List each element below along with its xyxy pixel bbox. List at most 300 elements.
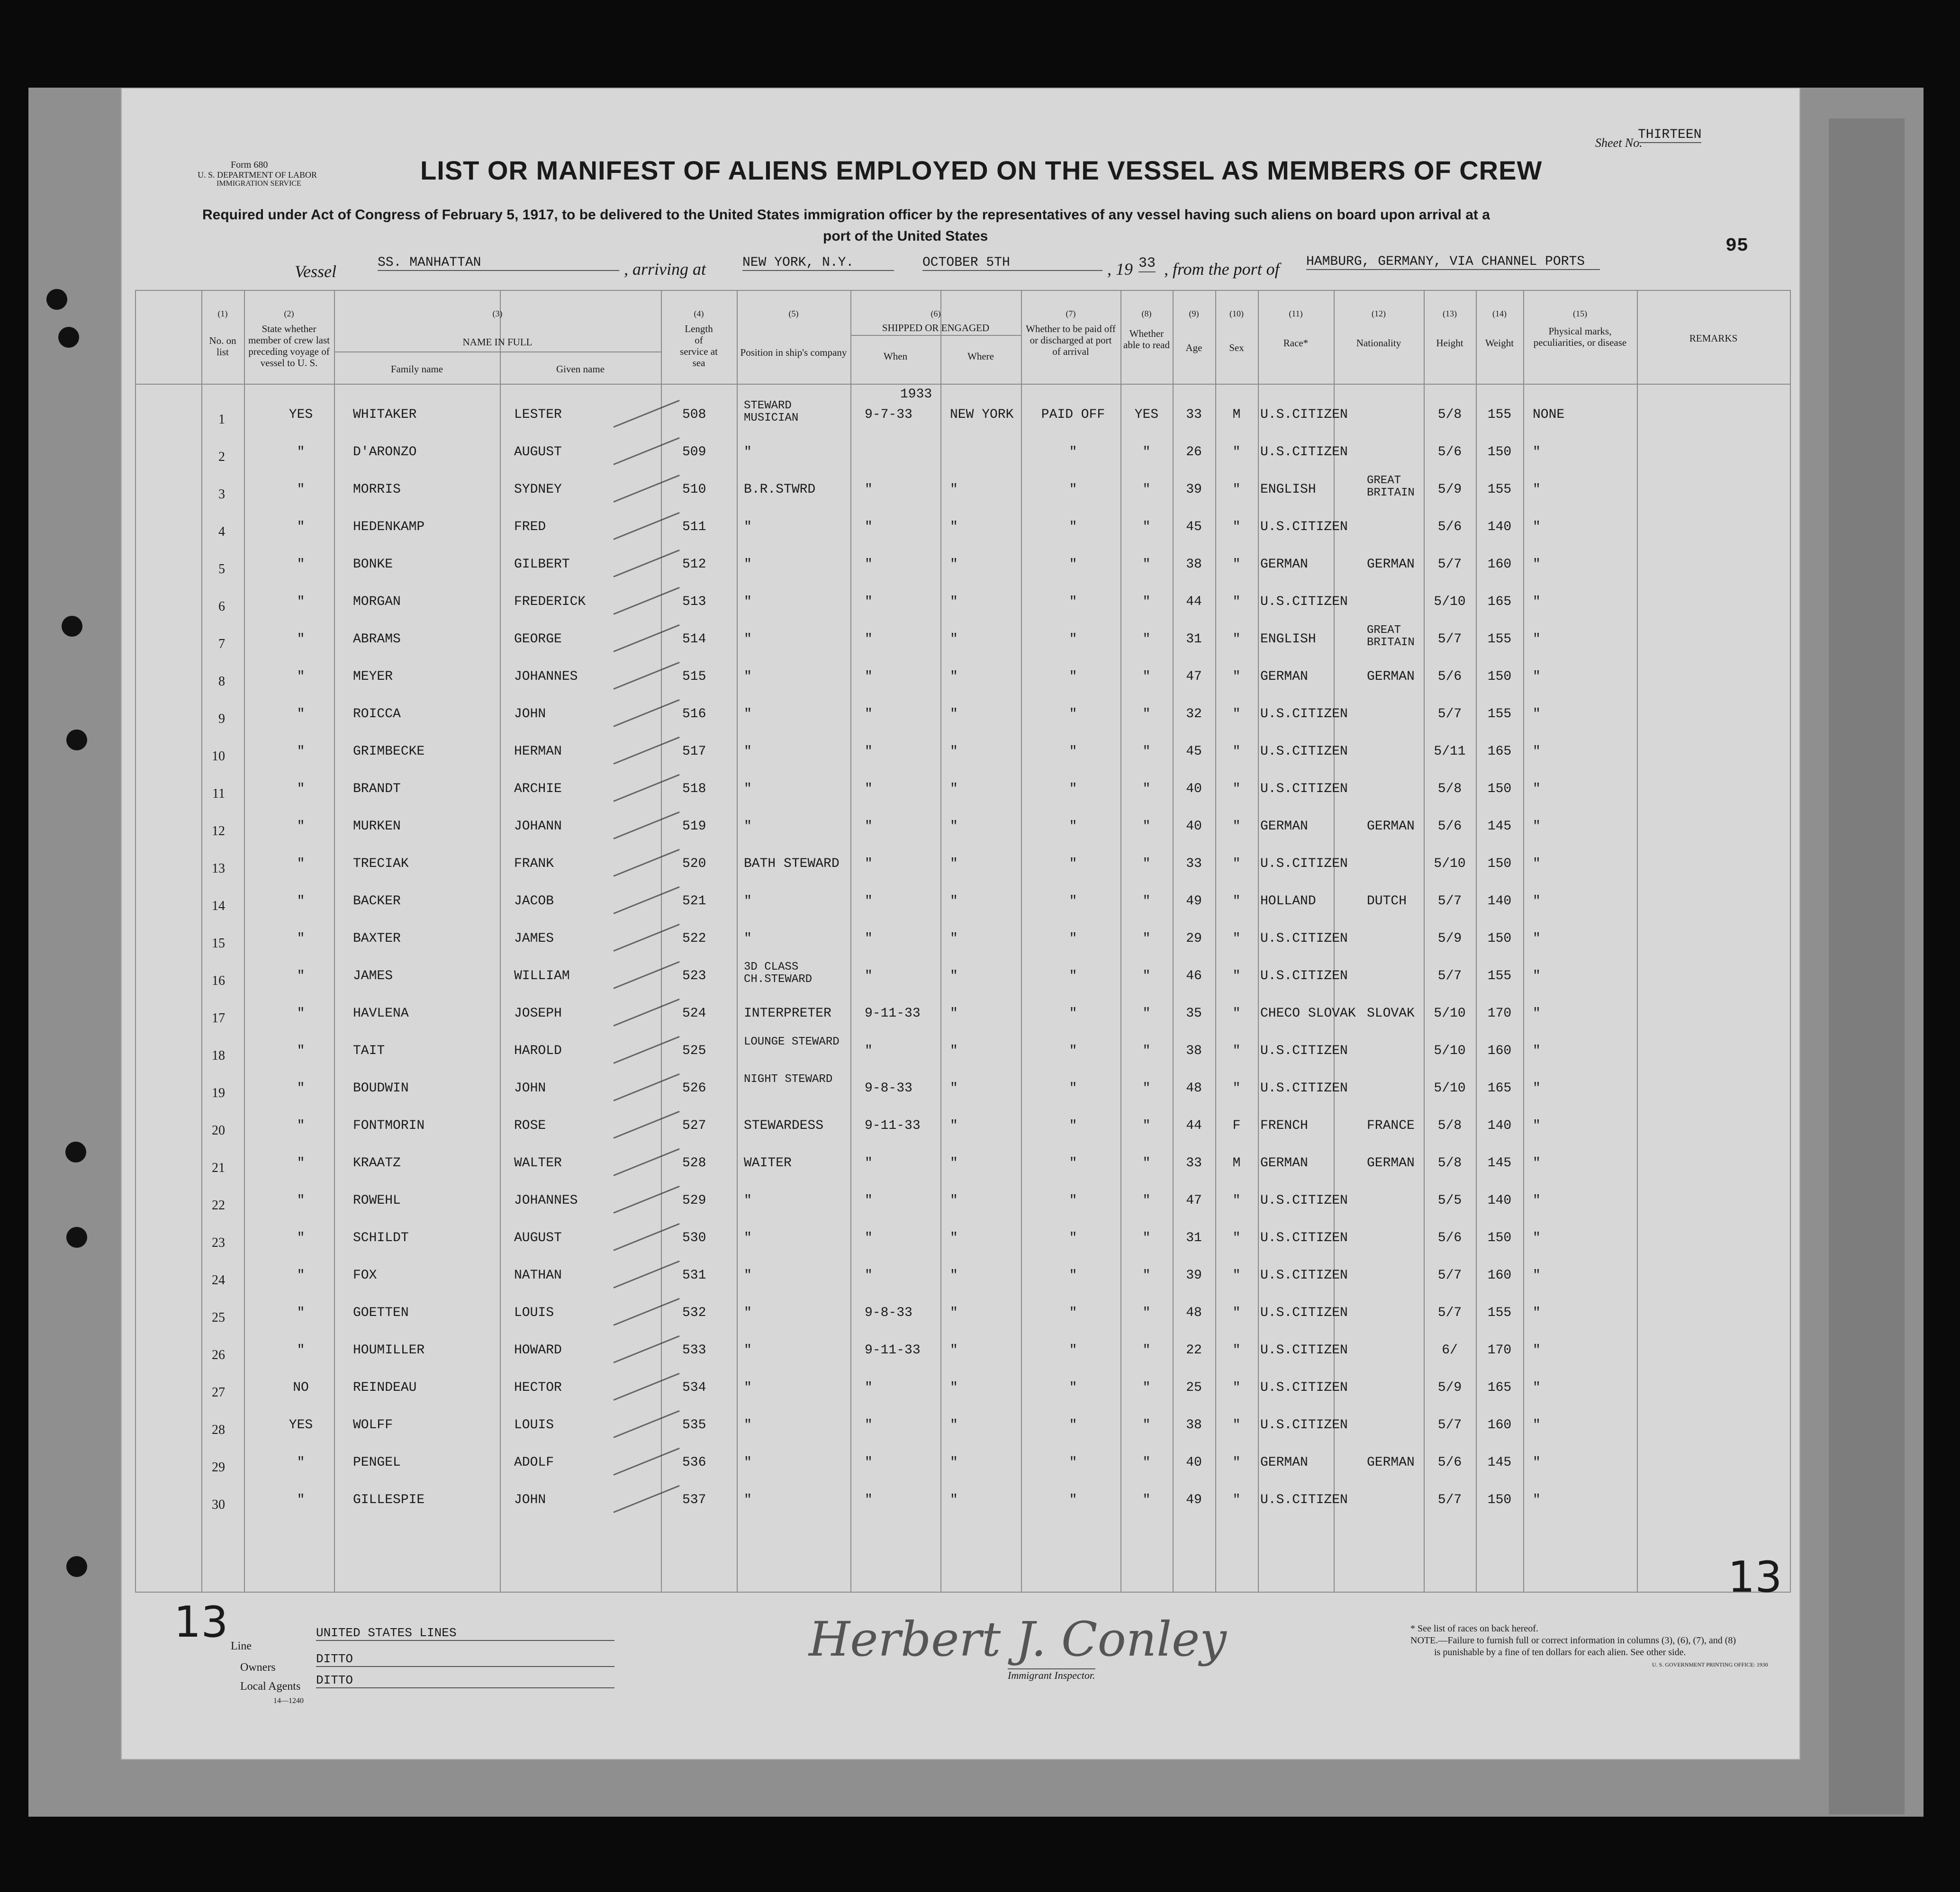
cell-service: 529	[682, 1193, 706, 1208]
cell-race: U.S.CITIZEN	[1260, 1044, 1348, 1058]
cell-race: GERMAN	[1260, 557, 1308, 572]
pencil-tick-mark	[613, 1298, 679, 1326]
cell-service: 512	[682, 557, 706, 572]
pencil-tick-mark	[613, 1261, 679, 1288]
cell-service: 510	[682, 482, 706, 497]
cell-height: 5/7	[1437, 1268, 1462, 1283]
row-number: 12	[212, 824, 225, 838]
cell-weight: 170	[1487, 1343, 1512, 1358]
cell-race: U.S.CITIZEN	[1260, 1268, 1348, 1283]
col11-header: Race*	[1283, 337, 1309, 349]
cell-read: "	[1142, 1380, 1151, 1395]
cell-age: 33	[1186, 1156, 1202, 1171]
cell-sex: "	[1232, 1268, 1241, 1283]
cell-weight: 155	[1487, 482, 1512, 497]
cell-read: "	[1142, 445, 1151, 459]
form-service: IMMIGRATION SERVICE	[217, 180, 301, 188]
cell-service: 532	[682, 1306, 706, 1320]
cell-service: 517	[682, 744, 706, 759]
cell-given: ARCHIE	[514, 782, 562, 796]
cell-sex: "	[1232, 1006, 1241, 1021]
cell-weight: 145	[1487, 819, 1512, 834]
pencil-tick-mark	[613, 774, 679, 802]
binder-hole	[46, 289, 67, 310]
cell-service: 526	[682, 1081, 706, 1096]
cell-weight: 150	[1487, 445, 1512, 459]
cell-nationality: GREAT BRITAIN	[1367, 474, 1415, 499]
cell-given: GILBERT	[514, 557, 570, 572]
col6-where: Where	[967, 351, 994, 362]
line-value: UNITED STATES LINES	[316, 1626, 614, 1641]
cell-age: 35	[1186, 1006, 1202, 1021]
col13-header: Height	[1436, 337, 1463, 349]
col2-header: State whether member of crew last preceding voyage of vessel to U. S.	[248, 323, 330, 369]
cell-given: HOWARD	[514, 1343, 562, 1358]
cell-where: "	[950, 1118, 958, 1133]
cell-age: 31	[1186, 632, 1202, 647]
cell-given: JOHANNES	[514, 1193, 578, 1208]
col5-header: Position in ship's company	[740, 347, 847, 358]
manifest-sheet	[121, 88, 1800, 1760]
cell-marks: "	[1533, 1231, 1541, 1245]
cell-paid: "	[1069, 1044, 1077, 1058]
form-dept: U. S. DEPARTMENT OF LABOR	[198, 170, 317, 180]
cell-given: AUGUST	[514, 1231, 562, 1245]
row-number: 21	[212, 1161, 225, 1175]
cell-weight: 165	[1487, 1081, 1512, 1096]
cell-weight: 155	[1487, 707, 1512, 721]
cell-given: WILLIAM	[514, 969, 570, 983]
cell-height: 5/7	[1437, 894, 1462, 909]
cell-age: 48	[1186, 1081, 1202, 1096]
from-label: , from the port of	[1164, 260, 1280, 279]
cell-read: "	[1142, 595, 1151, 609]
cell-weight: 165	[1487, 595, 1512, 609]
cell-service: 530	[682, 1231, 706, 1245]
cell-read: "	[1142, 632, 1151, 647]
cell-weight: 150	[1487, 856, 1512, 871]
crew-table	[135, 290, 1791, 1593]
cell-prev: "	[297, 595, 305, 609]
cell-height: 5/10	[1434, 1081, 1466, 1096]
cell-where: "	[950, 1081, 958, 1096]
note-failure: NOTE.—Failure to furnish full or correct information in columns (3), (6), (7), and (8)	[1410, 1635, 1736, 1646]
cell-race: U.S.CITIZEN	[1260, 782, 1348, 796]
cell-when: "	[865, 1044, 873, 1058]
cell-sex: "	[1232, 856, 1241, 871]
cell-height: 5/8	[1437, 782, 1462, 796]
cell-read: "	[1142, 1118, 1151, 1133]
cell-race: U.S.CITIZEN	[1260, 1418, 1348, 1433]
cell-weight: 140	[1487, 1193, 1512, 1208]
cell-position: "	[744, 931, 752, 946]
cell-marks: "	[1533, 969, 1541, 983]
cell-paid: "	[1069, 445, 1077, 459]
cell-nationality: SLOVAK	[1367, 1006, 1415, 1021]
sheet-label: Sheet No.	[1595, 136, 1643, 150]
cell-family: D'ARONZO	[353, 445, 417, 459]
cell-service: 523	[682, 969, 706, 983]
binder-hole	[66, 1556, 87, 1577]
cell-service: 509	[682, 445, 706, 459]
cell-prev: "	[297, 1493, 305, 1507]
vessel-label: Vessel	[295, 262, 336, 281]
cell-when: 9-8-33	[865, 1306, 912, 1320]
cell-family: MURKEN	[353, 819, 401, 834]
cell-position: STEWARDESS	[744, 1118, 824, 1133]
cell-family: TAIT	[353, 1044, 385, 1058]
col13-num: (13)	[1443, 309, 1457, 318]
sheet-value: THIRTEEN	[1638, 127, 1702, 142]
cell-when: 9-7-33	[865, 407, 912, 422]
cell-sex: "	[1232, 1193, 1241, 1208]
cell-age: 38	[1186, 1418, 1202, 1433]
cell-position: "	[744, 595, 752, 609]
col12-header: Nationality	[1356, 337, 1401, 349]
cell-age: 33	[1186, 407, 1202, 422]
cell-age: 45	[1186, 744, 1202, 759]
cell-weight: 140	[1487, 520, 1512, 534]
cell-service: 534	[682, 1380, 706, 1395]
cell-prev: "	[297, 931, 305, 946]
cell-prev: YES	[289, 1418, 313, 1433]
cell-sex: "	[1232, 1493, 1241, 1507]
cell-weight: 145	[1487, 1156, 1512, 1171]
backing-board-edge	[1829, 118, 1905, 1814]
cell-position: "	[744, 1343, 752, 1358]
cell-position: "	[744, 1306, 752, 1320]
cell-prev: "	[297, 669, 305, 684]
cell-service: 511	[682, 520, 706, 534]
binder-hole	[66, 730, 87, 750]
year-prefix: , 19	[1107, 260, 1133, 279]
row-number: 24	[212, 1273, 225, 1288]
cell-when: "	[865, 1455, 873, 1470]
pencil-tick-mark	[613, 662, 679, 690]
cell-family: BOUDWIN	[353, 1081, 409, 1096]
cell-family: GOETTEN	[353, 1306, 409, 1320]
cell-height: 5/7	[1437, 1493, 1462, 1507]
cell-height: 5/6	[1437, 669, 1462, 684]
cell-paid: "	[1069, 482, 1077, 497]
cell-prev: "	[297, 557, 305, 572]
pencil-tick-mark	[613, 811, 679, 839]
cell-where: "	[950, 1493, 958, 1507]
cell-sex: "	[1232, 595, 1241, 609]
cell-read: "	[1142, 856, 1151, 871]
cell-nationality: GREAT BRITAIN	[1367, 624, 1415, 649]
cell-when: "	[865, 969, 873, 983]
pencil-tick-mark	[613, 437, 679, 465]
cell-age: 32	[1186, 707, 1202, 721]
cell-position: "	[744, 520, 752, 534]
cell-marks: "	[1533, 707, 1541, 721]
cell-race: U.S.CITIZEN	[1260, 931, 1348, 946]
cell-prev: "	[297, 1343, 305, 1358]
cell-weight: 155	[1487, 632, 1512, 647]
cell-where: "	[950, 1380, 958, 1395]
cell-paid: "	[1069, 557, 1077, 572]
cell-race: U.S.CITIZEN	[1260, 707, 1348, 721]
col12-num: (12)	[1372, 309, 1386, 318]
cell-age: 47	[1186, 669, 1202, 684]
pencil-tick-mark	[613, 999, 679, 1027]
cell-where: "	[950, 819, 958, 834]
cell-marks: "	[1533, 931, 1541, 946]
pencil-tick-mark	[613, 1148, 679, 1176]
cell-prev: "	[297, 1156, 305, 1171]
year-note: 1933	[900, 387, 932, 402]
cell-where: "	[950, 782, 958, 796]
cell-read: "	[1142, 1156, 1151, 1171]
cell-nationality: GERMAN	[1367, 669, 1415, 684]
col14-header: Weight	[1485, 337, 1514, 349]
col3-num: (3)	[492, 309, 503, 318]
cell-prev: "	[297, 445, 305, 459]
cell-nationality: FRANCE	[1367, 1118, 1415, 1133]
cell-given: FREDERICK	[514, 595, 586, 609]
cell-marks: "	[1533, 819, 1541, 834]
cell-read: "	[1142, 1044, 1151, 1058]
cell-height: 5/10	[1434, 1044, 1466, 1058]
cell-read: "	[1142, 557, 1151, 572]
cell-position: "	[744, 1231, 752, 1245]
cell-where: "	[950, 1231, 958, 1245]
note-races: * See list of races on back hereof.	[1410, 1623, 1538, 1634]
pencil-tick-mark	[613, 1223, 679, 1251]
subtitle-line2: port of the United States	[823, 228, 988, 244]
col8-num: (8)	[1141, 309, 1152, 318]
cell-sex: "	[1232, 520, 1241, 534]
cell-read: "	[1142, 1193, 1151, 1208]
note-fine: is punishable by a fine of ten dollars for each alien. See other side.	[1434, 1647, 1686, 1658]
cell-height: 5/7	[1437, 707, 1462, 721]
cell-where: "	[950, 856, 958, 871]
cell-family: ROICCA	[353, 707, 401, 721]
cell-when: "	[865, 856, 873, 871]
cell-read: "	[1142, 482, 1151, 497]
cell-age: 47	[1186, 1193, 1202, 1208]
cell-given: JACOB	[514, 894, 554, 909]
cell-age: 38	[1186, 557, 1202, 572]
cell-given: JOHANN	[514, 819, 562, 834]
cell-where: "	[950, 931, 958, 946]
cell-given: JOHN	[514, 1081, 546, 1096]
cell-family: GRIMBECKE	[353, 744, 425, 759]
cell-marks: "	[1533, 1081, 1541, 1096]
cell-height: 5/9	[1437, 482, 1462, 497]
cell-when: "	[865, 482, 873, 497]
cell-read: YES	[1134, 407, 1159, 422]
cell-read: "	[1142, 819, 1151, 834]
cell-when: 9-11-33	[865, 1343, 921, 1358]
cell-family: MEYER	[353, 669, 393, 684]
cell-height: 5/6	[1437, 445, 1462, 459]
cell-sex: M	[1232, 407, 1241, 422]
cell-marks: "	[1533, 482, 1541, 497]
cell-weight: 160	[1487, 1418, 1512, 1433]
cell-position: NIGHT STEWARD	[744, 1073, 833, 1086]
cell-weight: 160	[1487, 1268, 1512, 1283]
cell-age: 33	[1186, 856, 1202, 871]
row-number: 6	[218, 599, 225, 614]
col3-given: Given name	[556, 363, 605, 375]
cell-sex: "	[1232, 744, 1241, 759]
cell-where: "	[950, 707, 958, 721]
cell-when: 9-11-33	[865, 1006, 921, 1021]
cell-when: "	[865, 1231, 873, 1245]
cell-weight: 150	[1487, 782, 1512, 796]
cell-family: GILLESPIE	[353, 1493, 425, 1507]
cell-height: 5/7	[1437, 632, 1462, 647]
row-number: 1	[218, 412, 225, 427]
cell-paid: "	[1069, 894, 1077, 909]
cell-service: 518	[682, 782, 706, 796]
col3-family: Family name	[390, 363, 443, 375]
vessel-value: SS. MANHATTAN	[378, 255, 619, 271]
arriving-label: , arriving at	[624, 260, 706, 279]
pencil-tick-mark	[613, 624, 679, 652]
cell-where: "	[950, 1006, 958, 1021]
cell-where: "	[950, 744, 958, 759]
col4-num: (4)	[694, 309, 704, 318]
cell-position: "	[744, 557, 752, 572]
cell-when: "	[865, 707, 873, 721]
cell-paid: "	[1069, 782, 1077, 796]
pencil-tick-mark	[613, 550, 679, 577]
cell-prev: YES	[289, 407, 313, 422]
cell-family: MORRIS	[353, 482, 401, 497]
col10-header: Sex	[1229, 342, 1244, 353]
cell-position: "	[744, 669, 752, 684]
cell-service: 527	[682, 1118, 706, 1133]
cell-prev: "	[297, 969, 305, 983]
cell-position: "	[744, 632, 752, 647]
cell-marks: "	[1533, 669, 1541, 684]
cell-race: GERMAN	[1260, 669, 1308, 684]
cell-where: "	[950, 557, 958, 572]
cell-age: 38	[1186, 1044, 1202, 1058]
row-number: 11	[212, 786, 225, 801]
cell-height: 5/6	[1437, 520, 1462, 534]
row-number: 25	[212, 1310, 225, 1325]
cell-family: BAXTER	[353, 931, 401, 946]
cell-race: U.S.CITIZEN	[1260, 744, 1348, 759]
row-number: 15	[212, 936, 225, 951]
cell-position: "	[744, 1193, 752, 1208]
date-value: OCTOBER 5TH	[922, 255, 1102, 271]
cell-paid: "	[1069, 669, 1077, 684]
pencil-tick-mark	[613, 1410, 679, 1438]
cell-where: "	[950, 482, 958, 497]
cell-prev: "	[297, 707, 305, 721]
cell-read: "	[1142, 1343, 1151, 1358]
cell-family: PENGEL	[353, 1455, 401, 1470]
cell-marks: "	[1533, 782, 1541, 796]
cell-weight: 160	[1487, 557, 1512, 572]
cell-age: 29	[1186, 931, 1202, 946]
cell-service: 533	[682, 1343, 706, 1358]
row-number: 17	[212, 1011, 225, 1026]
row-number: 22	[212, 1198, 225, 1213]
cell-height: 5/10	[1434, 856, 1466, 871]
cell-age: 31	[1186, 1231, 1202, 1245]
cell-family: HOUMILLER	[353, 1343, 425, 1358]
cell-service: 508	[682, 407, 706, 422]
cell-height: 5/8	[1437, 407, 1462, 422]
cell-family: FONTMORIN	[353, 1118, 425, 1133]
cell-given: NATHAN	[514, 1268, 562, 1283]
row-number: 3	[218, 487, 225, 502]
cell-marks: "	[1533, 632, 1541, 647]
cell-family: REINDEAU	[353, 1380, 417, 1395]
col2-num: (2)	[284, 309, 294, 318]
cell-position: "	[744, 894, 752, 909]
pencil-tick-mark	[613, 737, 679, 765]
cell-prev: "	[297, 520, 305, 534]
binder-hole	[58, 327, 79, 348]
cell-age: 22	[1186, 1343, 1202, 1358]
cell-family: ROWEHL	[353, 1193, 401, 1208]
cell-height: 5/7	[1437, 969, 1462, 983]
cell-height: 5/5	[1437, 1193, 1462, 1208]
row-number: 19	[212, 1086, 225, 1100]
cell-prev: "	[297, 1306, 305, 1320]
right-page-mark: 13	[1728, 1552, 1782, 1602]
cell-height: 5/7	[1437, 1418, 1462, 1433]
cell-marks: "	[1533, 520, 1541, 534]
cell-height: 5/7	[1437, 557, 1462, 572]
col3-header: NAME IN FULL	[462, 336, 533, 348]
cell-position: "	[744, 819, 752, 834]
cell-prev: "	[297, 1455, 305, 1470]
cell-race: FRENCH	[1260, 1118, 1308, 1133]
cell-prev: "	[297, 1044, 305, 1058]
cell-weight: 160	[1487, 1044, 1512, 1058]
cell-age: 40	[1186, 1455, 1202, 1470]
cell-position: B.R.STWRD	[744, 482, 816, 497]
row-number: 18	[212, 1048, 225, 1063]
cell-when: "	[865, 1380, 873, 1395]
cell-service: 522	[682, 931, 706, 946]
cell-read: "	[1142, 1231, 1151, 1245]
cell-given: HAROLD	[514, 1044, 562, 1058]
cell-when: "	[865, 595, 873, 609]
cell-service: 520	[682, 856, 706, 871]
cell-race: U.S.CITIZEN	[1260, 1306, 1348, 1320]
cell-height: 5/8	[1437, 1156, 1462, 1171]
cell-race: U.S.CITIZEN	[1260, 856, 1348, 871]
from-value: HAMBURG, GERMANY, VIA CHANNEL PORTS	[1306, 254, 1600, 270]
cell-prev: "	[297, 744, 305, 759]
cell-weight: 155	[1487, 407, 1512, 422]
cell-nationality: GERMAN	[1367, 1455, 1415, 1470]
cell-weight: 150	[1487, 931, 1512, 946]
cell-height: 5/10	[1434, 595, 1466, 609]
cell-sex: "	[1232, 1455, 1241, 1470]
cell-sex: "	[1232, 1343, 1241, 1358]
cell-service: 516	[682, 707, 706, 721]
cell-where: "	[950, 595, 958, 609]
cell-given: HECTOR	[514, 1380, 562, 1395]
cell-sex: "	[1232, 969, 1241, 983]
cell-marks: "	[1533, 1006, 1541, 1021]
pencil-tick-mark	[613, 886, 679, 914]
cell-paid: "	[1069, 1193, 1077, 1208]
cell-weight: 165	[1487, 744, 1512, 759]
cell-family: ABRAMS	[353, 632, 401, 647]
cell-height: 5/9	[1437, 931, 1462, 946]
